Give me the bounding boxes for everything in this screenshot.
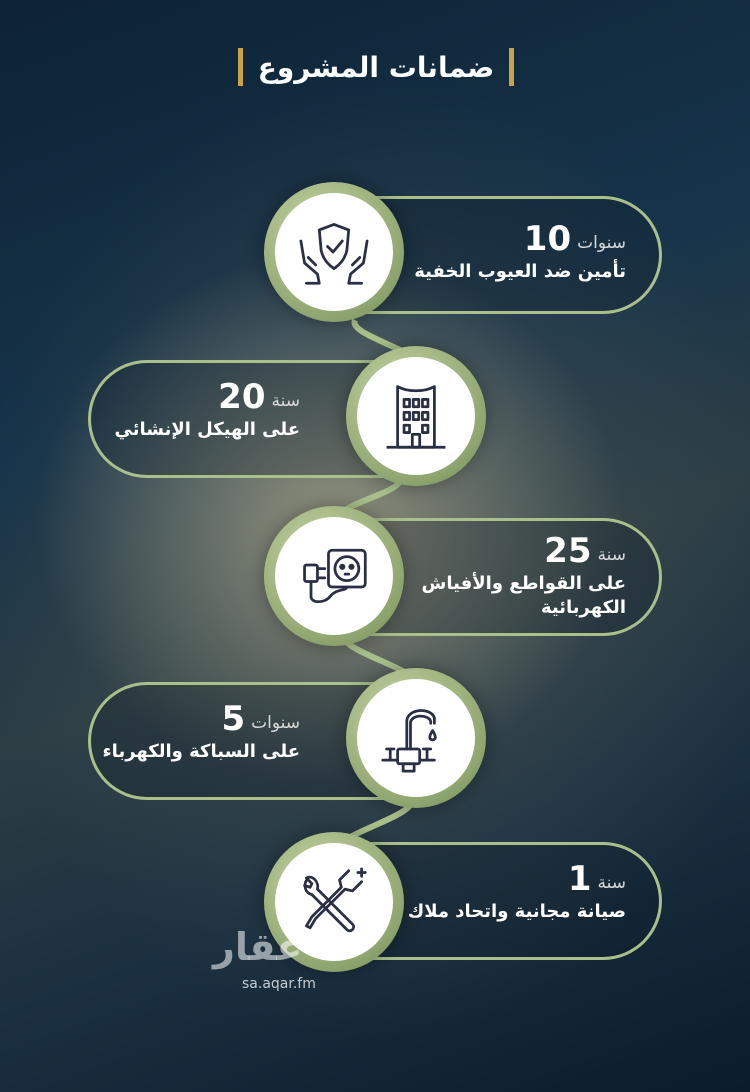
- watermark-logo: عقار: [213, 925, 303, 969]
- guarantee-desc-2: على الهيكل الإنشائي: [114, 419, 300, 440]
- guarantee-unit-4: سنوات: [251, 713, 300, 733]
- guarantee-desc-3b: الكهربائية: [540, 597, 626, 618]
- guarantee-number-2: 20: [218, 377, 266, 417]
- guarantee-unit-1: سنوات: [577, 233, 626, 253]
- guarantee-number-3: 25: [544, 531, 592, 571]
- guarantee-ring-1: [264, 182, 404, 322]
- guarantee-text-5: [407, 859, 626, 924]
- guarantee-text-4: [102, 699, 300, 764]
- guarantee-ring-2: [346, 346, 486, 486]
- guarantee-desc-4: على السباكة والكهرباء: [102, 741, 300, 762]
- page-title: ضمانات المشروع: [257, 50, 495, 84]
- faucet-icon: [370, 692, 462, 784]
- building-icon: [370, 370, 462, 462]
- guarantee-unit-2: سنة: [271, 391, 300, 411]
- guarantee-desc-5: صيانة مجانية واتحاد ملاك: [407, 901, 626, 922]
- guarantee-unit-5: سنة: [597, 873, 626, 893]
- guarantee-text-2: [114, 377, 300, 442]
- guarantee-desc-3: على القواطع والأفياش: [421, 573, 626, 594]
- electric-socket-icon: [288, 530, 380, 622]
- guarantee-desc-1: تأمين ضد العيوب الخفية: [414, 261, 626, 282]
- guarantee-text-3: [421, 531, 626, 620]
- guarantee-number-4: 5: [221, 699, 246, 739]
- guarantee-ring-3: [264, 506, 404, 646]
- guarantee-number-5: 1: [567, 859, 592, 899]
- guarantee-text-1: [414, 219, 626, 284]
- guarantee-number-1: 10: [523, 219, 572, 259]
- guarantee-unit-3: سنة: [597, 545, 626, 565]
- guarantee-ring-4: [346, 668, 486, 808]
- protection-hands-icon: [288, 206, 380, 298]
- watermark-url: sa.aqar.fm: [242, 976, 316, 992]
